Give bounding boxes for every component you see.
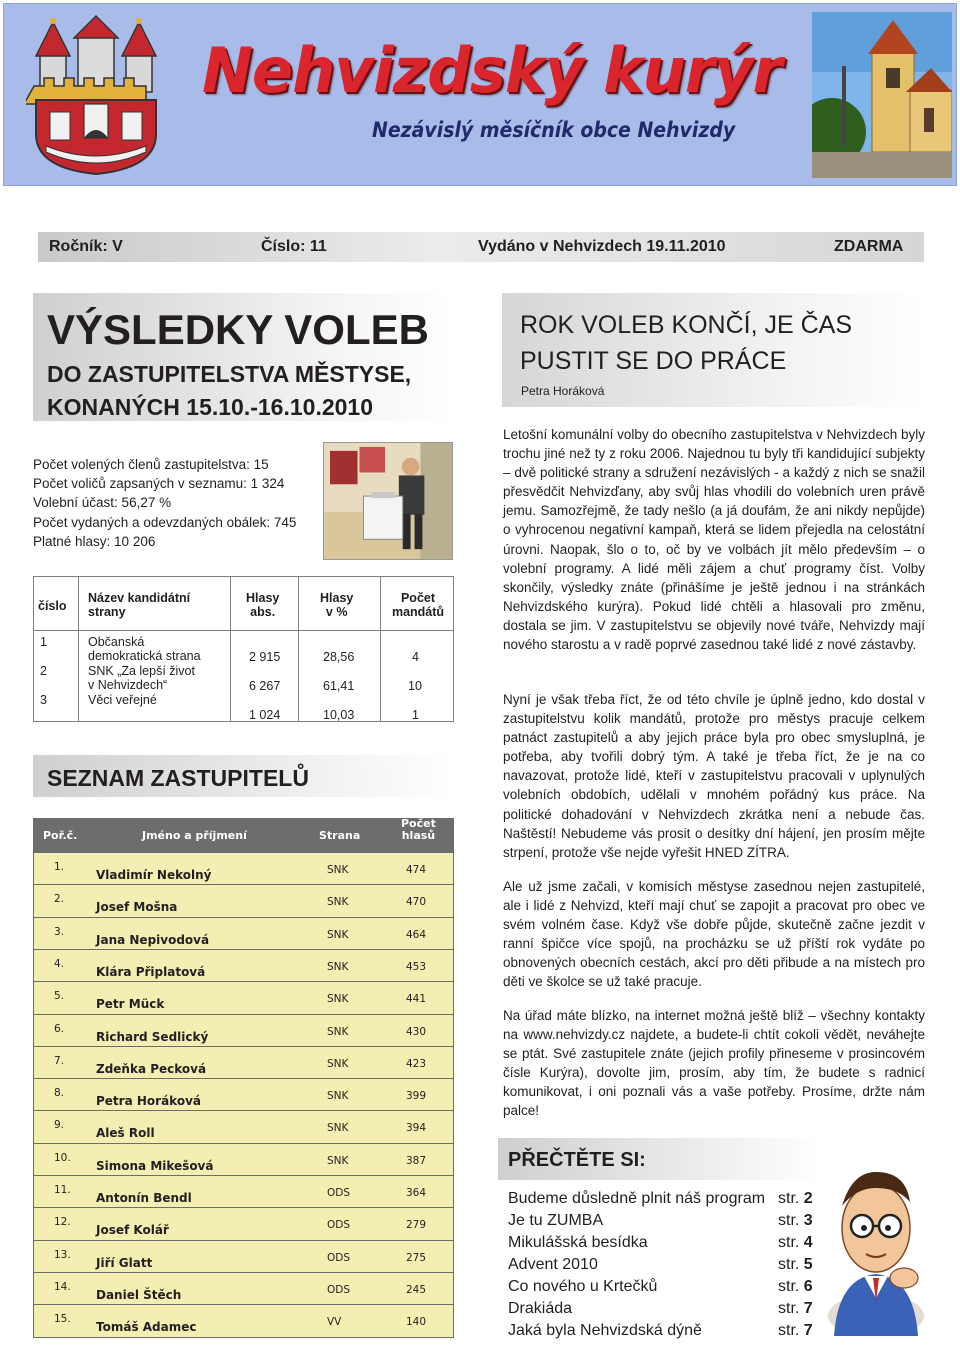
- councillor-name: Jana Nepivodová: [96, 932, 210, 947]
- councillor-votes: 399: [406, 1090, 427, 1103]
- councillor-votes: 423: [406, 1057, 427, 1070]
- table-row: [34, 1079, 453, 1111]
- article-paragraph: Ale už jsme začali, v komisích městyse zasednou nejen zastupitelé, ale i lidé z Nehvizd, kteří mají chuť se zapojit a pracovat pro obec ve svém volném čase. Když vše dobře půjde, skutečně začne jezdit v ranní špičce více spojů, na procházku se už příští rok vydáte po obnovených obecních cestách, akcí pro děti přibude a na místech pro děti ve školce se už také pracuje.: [503, 879, 925, 990]
- table-row: [34, 1176, 453, 1208]
- party-mandates: 4: [412, 650, 419, 664]
- toc-page-number: 6: [803, 1278, 813, 1295]
- councillor-party: SNK: [327, 864, 349, 876]
- article-heading-line2: PUSTIT SE DO PRÁCE: [520, 347, 787, 375]
- councillors-table-body: [33, 852, 454, 1338]
- stat-line: Volební účast: 56,27 %: [33, 495, 172, 511]
- councillor-rank: 8.: [54, 1087, 65, 1100]
- councillor-votes: 140: [406, 1316, 427, 1329]
- toc-item: [508, 1298, 818, 1320]
- header-abs-line1: Hlasy: [246, 591, 280, 605]
- councillor-name: Antonín Bendl: [96, 1191, 192, 1205]
- councillor-party: SNK: [327, 928, 349, 941]
- councillor-name: Aleš Roll: [96, 1126, 155, 1141]
- article-author: Petra Horáková: [521, 384, 605, 398]
- toc-item-title: Budeme důsledně plnit náš program: [508, 1190, 766, 1207]
- party-name-line2: demokratická strana: [88, 649, 201, 663]
- stat-line: Počet voličů zapsaných v seznamu: 1 324: [33, 476, 285, 492]
- volume-label: Ročník: V: [49, 238, 123, 255]
- toc-page-number: 3: [803, 1212, 813, 1229]
- toc-page-prefix: str.: [778, 1212, 804, 1229]
- toc-item-title: Advent 2010: [508, 1256, 598, 1273]
- table-of-contents: [508, 1188, 818, 1342]
- article-heading: [520, 307, 852, 379]
- councillor-votes: 245: [406, 1283, 427, 1296]
- reader-cartoon-icon: [820, 1166, 932, 1336]
- party-name-line2: v Nehvizdech“: [88, 678, 168, 692]
- councillor-rank: 2.: [54, 893, 65, 906]
- party-votes-abs: 1 024: [249, 708, 281, 722]
- councillor-rank: 9.: [54, 1119, 65, 1132]
- councillor-party: SNK: [327, 993, 349, 1006]
- party-name: Věci veřejné: [88, 693, 157, 707]
- header-pct: [320, 591, 353, 619]
- toc-item-page: [778, 1234, 813, 1252]
- newspaper-subtitle: Nezávislý měsíčník obce Nehvizdy: [372, 118, 736, 142]
- header-hlasy-line1: Počet: [401, 817, 436, 830]
- toc-heading: PŘEČTĚTE SI:: [508, 1149, 646, 1171]
- toc-item: [508, 1232, 818, 1254]
- table-row: [34, 885, 453, 917]
- article-paragraph: Na úřad máte blízko, na internet možná ještě blíž – všechny kontakty na www.nehvizdy.cz najdete, a budete-li chtít cokoli vědět, neváhejte se ptát. Své zastupitele znáte (jejich profily přineseme v prosincovém čísle Kurýra), dovolte jim, prosím, aby tím, že budete s radnicí komunikovat, i oni poznali vás a vaše potřeby. Prosíme, držte nám palce!: [503, 1008, 925, 1119]
- article-heading-line1: ROK VOLEB KONČÍ, JE ČAS: [520, 311, 853, 339]
- councillor-party: SNK: [327, 1122, 349, 1135]
- header-nazev-line1: Název kandidátní: [88, 591, 191, 605]
- councillor-votes: 464: [406, 928, 427, 941]
- councillor-rank: 11.: [54, 1184, 71, 1196]
- councillor-votes: 394: [406, 1122, 427, 1135]
- councillor-rank: 6.: [54, 1022, 65, 1035]
- toc-item: [508, 1188, 818, 1210]
- councillors-table-header: [33, 818, 454, 852]
- councillor-party: SNK: [327, 1025, 349, 1038]
- party-mandates: 10: [408, 679, 422, 693]
- party-results-table: [33, 576, 454, 722]
- table-row: [34, 1208, 453, 1240]
- table-row: [34, 1144, 453, 1176]
- party-name-line1: SNK „Za lepší život: [88, 664, 195, 678]
- toc-item: [508, 1320, 818, 1342]
- councillor-rank: 10.: [54, 1151, 71, 1164]
- councillor-rank: 3.: [54, 925, 65, 938]
- toc-item-title: Co nového u Krtečků: [508, 1278, 658, 1295]
- newspaper-title: Nehvizdský kurýr: [202, 34, 782, 107]
- councillor-name: Daniel Štěch: [96, 1287, 182, 1302]
- councillor-name: Petr Mück: [96, 997, 165, 1012]
- price-label: ZDARMA: [834, 238, 904, 255]
- councillor-party: ODS: [327, 1283, 351, 1296]
- party-mandates: 1: [412, 708, 419, 722]
- table-row: [34, 1273, 453, 1305]
- toc-item-page: [778, 1278, 813, 1296]
- toc-item: [508, 1254, 818, 1276]
- toc-item: [508, 1210, 818, 1232]
- toc-page-number: 5: [803, 1256, 813, 1273]
- councillor-rank: 13.: [54, 1248, 71, 1261]
- header-mandaty: [386, 591, 450, 619]
- toc-page-prefix: str.: [778, 1300, 804, 1317]
- councillor-name: Richard Sedlický: [96, 1029, 209, 1044]
- party-name: [88, 664, 195, 692]
- table-row: [34, 1241, 453, 1273]
- toc-page-prefix: str.: [778, 1234, 804, 1251]
- header-mand-line1: Počet: [400, 591, 436, 605]
- councillor-name: Josef Kolář: [96, 1223, 169, 1238]
- header-nazev-line2: strany: [88, 605, 126, 619]
- toc-page-number: 4: [803, 1234, 813, 1251]
- table-row: [34, 1015, 453, 1047]
- table-row: [34, 1111, 453, 1143]
- councillor-name: Simona Mikešová: [96, 1158, 214, 1173]
- toc-page-number: 7: [803, 1300, 813, 1317]
- table-row: [34, 1047, 453, 1079]
- councillor-party: SNK: [327, 1154, 349, 1167]
- toc-item-title: Je tu ZUMBA: [508, 1212, 604, 1229]
- toc-item-page: [778, 1212, 813, 1230]
- toc-page-prefix: str.: [778, 1256, 804, 1273]
- town-crest-icon: [26, 14, 166, 176]
- toc-page-number: 7: [803, 1322, 813, 1339]
- toc-item-title: Jaká byla Nehvizdská dýně: [508, 1322, 702, 1339]
- issue-date: Vydáno v Nehvizdech 19.11.2010: [478, 238, 726, 255]
- councillor-party: SNK: [327, 1090, 349, 1103]
- header-pct-line2: v %: [325, 605, 348, 619]
- councillor-rank: 1.: [54, 861, 65, 873]
- results-subheading: [47, 358, 411, 424]
- councillor-name: Zdeňka Pecková: [96, 1061, 207, 1076]
- councillor-party: VV: [327, 1316, 342, 1329]
- councillor-rank: 4.: [54, 957, 65, 970]
- councillor-name: Tomáš Adamec: [96, 1320, 197, 1335]
- table-row: [34, 1305, 453, 1337]
- councillors-heading: SEZNAM ZASTUPITELŮ: [47, 765, 309, 791]
- councillor-votes: 430: [406, 1025, 427, 1038]
- party-number: 2: [40, 664, 47, 678]
- councillor-rank: 7.: [54, 1054, 65, 1067]
- results-heading: VÝSLEDKY VOLEB: [47, 306, 429, 353]
- councillor-party: SNK: [327, 960, 349, 973]
- article-paragraph: Nyní je však třeba říct, že od této chvíle je úplně jedno, kdo dostal v zastupitelstvu kolik mandátů, protože pro městys pracuje celkem patnáct zastupitelů a aby jejich práce byla pro obec smysluplná, je potřeba, aby tvořili dobrý tým. A také je třeba říct, že je na co navazovat, protože lidé, kteří v zastupitelstvu pracovali v uplynulých volebních obdobích, udělali v mnohém pořádný kus práce. Na politické dohadování v Nehvizdech zkrátka není a nebude čas. Naštěstí! Nebudeme vás prosit o desítky dní hájení, jen prosím mějte strpení, protože vše nejde vyřešit HNED ZÍTRA.: [503, 692, 925, 860]
- toc-item-title: Drakiáda: [508, 1300, 573, 1317]
- issue-info-bar: [38, 232, 924, 262]
- councillor-name: Jiří Glatt: [96, 1255, 153, 1270]
- party-votes-abs: 2 915: [249, 650, 281, 664]
- toc-page-prefix: str.: [778, 1190, 804, 1207]
- toc-item-page: [778, 1322, 813, 1340]
- header-hlasy: [401, 818, 436, 842]
- header-cislo: číslo: [38, 599, 67, 613]
- header-nazev: [88, 591, 190, 619]
- party-votes-pct: 28,56: [323, 650, 355, 664]
- table-row: [34, 950, 453, 982]
- results-subheading-line1: DO ZASTUPITELSTVA MĚSTYSE,: [47, 361, 412, 387]
- header-abs-line2: abs.: [250, 605, 276, 619]
- issue-number: Číslo: 11: [261, 238, 327, 255]
- party-name: [88, 635, 201, 663]
- councillor-votes: 453: [406, 960, 427, 973]
- councillor-name: Josef Mošna: [96, 900, 178, 915]
- party-votes-pct: 61,41: [323, 679, 355, 693]
- results-subheading-line2: KONANÝCH 15.10.-16.10.2010: [47, 394, 373, 420]
- toc-item-page: [778, 1190, 813, 1208]
- councillor-votes: 387: [406, 1154, 427, 1167]
- toc-page-number: 2: [803, 1190, 813, 1207]
- councillor-party: ODS: [327, 1219, 351, 1232]
- header-poradi: Poř.č.: [43, 829, 78, 842]
- councillor-rank: 14.: [54, 1280, 71, 1293]
- councillor-votes: 470: [406, 896, 427, 909]
- stat-line: Počet vydaných a odevzdaných obálek: 745: [33, 514, 297, 530]
- masthead: [3, 3, 957, 186]
- church-photo: [812, 12, 952, 178]
- councillor-votes: 441: [406, 993, 427, 1006]
- councillor-party: SNK: [327, 896, 349, 909]
- councillor-votes: 364: [406, 1187, 427, 1199]
- header-abs: [246, 591, 279, 619]
- party-votes-abs: 6 267: [249, 679, 281, 693]
- table-row: [34, 918, 453, 950]
- toc-item-page: [778, 1256, 813, 1274]
- toc-item-page: [778, 1300, 813, 1318]
- councillor-votes: 275: [406, 1251, 427, 1264]
- article-paragraph: Letošní komunální volby do obecního zastupitelstva v Nehvizdech byly trochu jiné než ty z roku 2006. Najednou tu byly tři kandidující subjekty – dvě politické strany a sdružení nezávislých - a každý z nich se snažil přesvědčit Nehvizďany, aby svůj hlas vhodili do volebních uren právě jemu. Samozřejmě, že tady nešlo (a já doufám, že ani nikdy nepůjde) o vyhrocenou negativní kampaň, která se lidem přejedla na celostátní úrovni. Naopak, šlo o to, oč by ve volbách jít mělo především – o volební programy. A lidé měli zájem a chuť programy číst. Volby skončily, výsledky znáte (přinášíme je ještě jednou i na stránkách Nehvizdského kurýra). Pokud lidé chtěli a hlasovali pro změnu, dostala se jim. V zastupitelstvu se objevily nové tváře, Nehvizdy mají nového starostu a v radě poprvé zasednou také lidé z nové zástavby.: [503, 427, 925, 653]
- toc-item: [508, 1276, 818, 1298]
- councillor-rank: 15.: [54, 1313, 71, 1326]
- councillor-rank: 12.: [54, 1216, 71, 1229]
- header-pct-line1: Hlasy: [320, 591, 354, 605]
- table-row: [34, 982, 453, 1014]
- councillor-party: ODS: [327, 1187, 351, 1199]
- header-strana: Strana: [319, 829, 361, 842]
- party-number: 3: [40, 693, 47, 707]
- councillor-votes: 474: [406, 864, 427, 876]
- councillor-rank: 5.: [54, 990, 65, 1003]
- councillor-votes: 279: [406, 1219, 427, 1232]
- header-mand-line2: mandátů: [391, 605, 445, 619]
- voting-photo: [323, 442, 453, 560]
- party-number: 1: [40, 635, 47, 649]
- councillor-name: Vladimír Nekolný: [96, 868, 212, 882]
- toc-item-title: Mikulášská besídka: [508, 1234, 648, 1251]
- header-hlasy-line2: hlasů: [401, 829, 436, 842]
- header-jmeno: Jméno a příjmení: [142, 829, 247, 842]
- party-name-line1: Občanská: [88, 635, 145, 649]
- councillor-party: SNK: [327, 1057, 349, 1070]
- stat-line: Platné hlasy: 10 206: [33, 533, 156, 549]
- stat-line: Počet volených členů zastupitelstva: 15: [33, 457, 269, 472]
- councillor-party: ODS: [327, 1251, 351, 1264]
- councillor-name: Petra Horáková: [96, 1094, 201, 1109]
- table-row: [34, 853, 453, 885]
- toc-page-prefix: str.: [778, 1322, 804, 1339]
- toc-page-prefix: str.: [778, 1278, 804, 1295]
- election-stats: [33, 455, 296, 551]
- councillors-table: [33, 818, 454, 1338]
- party-votes-pct: 10,03: [323, 708, 355, 722]
- councillor-name: Klára Připlatová: [96, 964, 206, 979]
